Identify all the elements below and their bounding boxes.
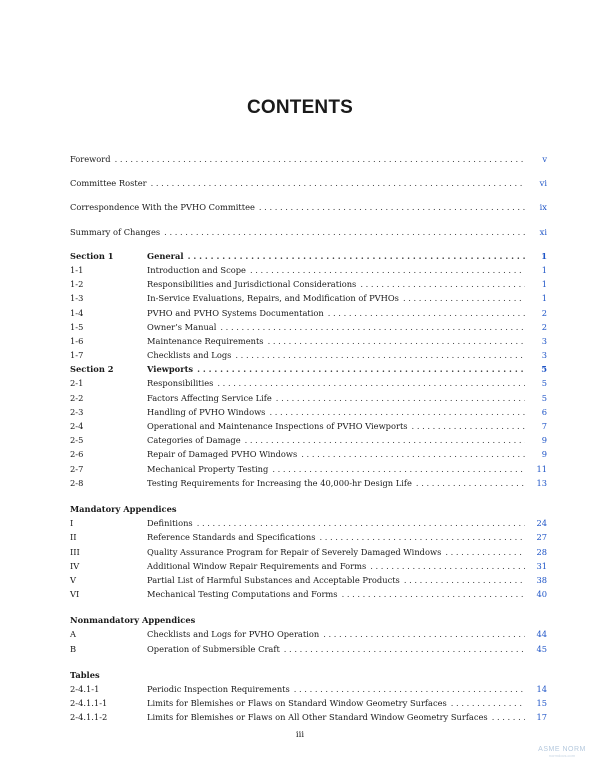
entry-number: 1-2 — [70, 279, 84, 290]
page-title: CONTENTS — [246, 97, 354, 118]
entry-number: 1-6 — [70, 335, 84, 346]
toc-entry[interactable] — [70, 530, 547, 544]
entry-number: 1-7 — [70, 350, 84, 361]
toc-entry[interactable] — [70, 376, 547, 390]
toc-label: Operation of Submersible Craft — [147, 643, 280, 654]
toc-page-link[interactable]: xi — [539, 226, 547, 237]
entry-number: 2-6 — [70, 449, 84, 460]
dot-leader — [416, 476, 525, 490]
entry-number: B — [70, 643, 77, 654]
toc-label: Limits for Blemishes or Flaws on Standard Window Geometry Surfaces — [147, 698, 447, 709]
entry-number: 2-7 — [70, 463, 84, 474]
dot-leader — [235, 348, 525, 362]
dot-leader — [301, 447, 525, 461]
toc-page-link[interactable]: 1 — [541, 264, 547, 275]
dot-leader — [360, 277, 525, 291]
dot-leader — [323, 627, 525, 641]
toc-label: In-Service Evaluations, Repairs, and Modification of PVHOs — [147, 293, 399, 304]
entry-number: 1-3 — [70, 293, 84, 304]
toc-page-link[interactable]: 5 — [541, 364, 547, 375]
toc-label: Repair of Damaged PVHO Windows — [147, 449, 298, 460]
toc-page-link[interactable]: 6 — [541, 406, 547, 417]
toc-entry[interactable] — [70, 559, 547, 573]
dot-leader — [404, 573, 525, 587]
toc-page-link[interactable]: ix — [539, 202, 547, 213]
entry-number: II — [70, 532, 77, 543]
toc-page-link[interactable]: 3 — [541, 335, 547, 346]
dot-leader — [319, 530, 525, 544]
entry-number: 1-4 — [70, 307, 84, 318]
entry-number: 2-8 — [70, 477, 84, 488]
dot-leader — [217, 376, 525, 390]
watermark-text: ASME NORM — [538, 746, 586, 753]
dot-leader — [412, 419, 525, 433]
toc-label: Responsibilities — [147, 378, 214, 389]
toc-label: Limits for Blemishes or Flaws on All Other Standard Window Geometry Surfaces — [147, 712, 488, 723]
toc-entry[interactable] — [70, 696, 547, 710]
toc-label: Committee Roster — [70, 178, 147, 189]
section-title: General — [147, 250, 184, 261]
toc-label: Definitions — [147, 518, 193, 529]
entry-number: VI — [70, 589, 80, 600]
page-number: iii — [295, 730, 305, 740]
entry-number: 2-4 — [70, 421, 84, 431]
dot-leader — [250, 263, 525, 277]
entry-number: 1-5 — [70, 321, 84, 332]
toc-section-1[interactable] — [70, 249, 547, 263]
toc-entry[interactable] — [70, 320, 547, 334]
toc-page-link[interactable]: 28 — [536, 546, 547, 557]
toc-label: Checklists and Logs — [147, 350, 232, 361]
entry-number: I — [70, 518, 74, 529]
dot-leader — [259, 200, 525, 214]
entry-number: 2-1 — [70, 378, 84, 389]
entry-number: 1-1 — [70, 264, 84, 275]
mandatory-appendices-heading: Mandatory Appendices — [70, 503, 177, 514]
toc-label: Partial List of Harmful Substances and Acceptable Products — [147, 574, 400, 585]
entry-number: 2-4.1-1 — [70, 684, 100, 694]
dot-leader — [370, 559, 525, 573]
toc-label: Additional Window Repair Requirements and Forms — [147, 560, 367, 571]
toc-page-link[interactable]: 2 — [541, 321, 547, 332]
entry-number: 2-2 — [70, 392, 84, 403]
toc-entry[interactable] — [70, 277, 547, 291]
toc-label: Introduction and Scope — [147, 264, 246, 275]
toc-label: Checklists and Logs for PVHO Operation — [147, 629, 320, 640]
dot-leader — [445, 545, 525, 559]
toc-entry[interactable] — [70, 348, 547, 362]
toc-label: Categories of Damage — [147, 435, 241, 446]
dot-leader — [115, 152, 525, 166]
toc-page-link[interactable]: 38 — [536, 574, 547, 585]
toc-entry[interactable] — [70, 476, 547, 490]
toc-label: Owner’s Manual — [147, 321, 217, 332]
dot-leader — [492, 710, 525, 724]
dot-leader — [276, 391, 525, 405]
toc-label: PVHO and PVHO Systems Documentation — [147, 307, 324, 318]
toc-page-link[interactable]: 1 — [541, 250, 547, 261]
toc-page-link[interactable]: 27 — [536, 532, 547, 543]
toc-entry-correspondence[interactable] — [70, 200, 547, 214]
toc-entry-summary-of-changes[interactable] — [70, 225, 547, 239]
toc-entry[interactable] — [70, 573, 547, 587]
dot-leader — [342, 587, 525, 601]
toc-entry[interactable] — [70, 405, 547, 419]
toc-entry[interactable] — [70, 291, 547, 305]
toc-label: Summary of Changes — [70, 226, 161, 237]
toc-entry[interactable] — [70, 587, 547, 601]
dot-leader — [245, 433, 525, 447]
toc-label: Mechanical Testing Computations and Forms — [147, 589, 338, 600]
entry-number: V — [70, 574, 76, 585]
dot-leader — [164, 225, 525, 239]
toc-page-link[interactable]: 24 — [536, 518, 547, 529]
toc-label: Reference Standards and Specifications — [147, 532, 316, 543]
toc-page-link[interactable]: 11 — [536, 463, 547, 474]
dot-leader — [269, 405, 525, 419]
toc-entry[interactable] — [70, 391, 547, 405]
nonmandatory-appendices-heading: Nonmandatory Appendices — [70, 615, 196, 626]
toc-page-link[interactable]: 44 — [536, 629, 547, 640]
dot-leader — [403, 291, 525, 305]
section-number: Section 1 — [70, 250, 114, 261]
toc-entry[interactable] — [70, 462, 547, 476]
toc-page-link[interactable]: 7 — [541, 421, 547, 431]
toc-page-link[interactable]: 15 — [536, 698, 547, 709]
dot-leader — [451, 696, 525, 710]
toc-page-link[interactable]: 2 — [541, 307, 547, 318]
dot-leader — [328, 306, 525, 320]
toc-page-link[interactable]: 1 — [541, 293, 547, 304]
dot-leader — [220, 320, 525, 334]
toc-page-link[interactable]: vi — [539, 178, 547, 189]
toc-page-link[interactable]: 5 — [541, 392, 547, 403]
dot-leader — [151, 176, 525, 190]
toc-page-link[interactable]: 17 — [536, 712, 547, 723]
toc-entry[interactable] — [70, 263, 547, 277]
toc-section-2[interactable] — [70, 362, 547, 376]
toc-page-link[interactable]: 13 — [536, 477, 547, 488]
toc-page-link[interactable]: 5 — [541, 378, 547, 389]
entry-number: III — [70, 546, 80, 557]
tables-heading: Tables — [70, 669, 100, 680]
entry-number: IV — [70, 560, 80, 571]
toc-entry[interactable] — [70, 419, 547, 433]
toc-label: Quality Assurance Program for Repair of Severely Damaged Windows — [147, 546, 442, 557]
toc-entry-foreword[interactable] — [70, 152, 547, 166]
table-of-contents — [70, 152, 547, 725]
watermark-logo — [536, 746, 588, 766]
toc-entry-committee-roster[interactable] — [70, 176, 547, 190]
toc-entry[interactable] — [70, 306, 547, 320]
toc-label: Testing Requirements for Increasing the 40,000-hr Design Life — [147, 477, 412, 488]
toc-entry[interactable] — [70, 516, 547, 530]
section-number: Section 2 — [70, 364, 114, 375]
dot-leader — [197, 516, 525, 530]
toc-entry[interactable] — [70, 682, 547, 696]
section-title: Viewports — [147, 364, 194, 375]
toc-entry[interactable] — [70, 545, 547, 559]
toc-page-link[interactable]: 45 — [536, 643, 547, 654]
toc-label: Periodic Inspection Requirements — [147, 684, 290, 694]
toc-page-link[interactable]: 14 — [536, 684, 547, 694]
dot-leader — [268, 334, 525, 348]
toc-entry[interactable] — [70, 334, 547, 348]
toc-label: Handling of PVHO Windows — [147, 406, 266, 417]
toc-label: Foreword — [70, 154, 111, 164]
dot-leader — [188, 249, 525, 263]
toc-label: Responsibilities and Jurisdictional Considerations — [147, 279, 357, 290]
toc-page-link[interactable]: 3 — [541, 350, 547, 361]
entry-number: A — [70, 629, 76, 640]
entry-number: 2-3 — [70, 406, 84, 417]
toc-entry[interactable] — [70, 642, 547, 656]
toc-label: Factors Affecting Service Life — [147, 392, 272, 403]
toc-entry[interactable] — [70, 710, 547, 724]
toc-page-link[interactable]: 31 — [536, 560, 547, 571]
entry-number: 2-5 — [70, 435, 84, 446]
toc-label: Maintenance Requirements — [147, 335, 264, 346]
toc-entry[interactable] — [70, 447, 547, 461]
entry-number: 2-4.1.1-1 — [70, 698, 108, 709]
toc-page-link[interactable]: 40 — [536, 589, 547, 600]
dot-leader — [284, 642, 525, 656]
toc-page-link[interactable]: v — [542, 154, 547, 164]
dot-leader — [272, 462, 525, 476]
toc-label: Mechanical Property Testing — [147, 463, 269, 474]
toc-label: Correspondence With the PVHO Committee — [70, 202, 255, 213]
toc-entry[interactable] — [70, 433, 547, 447]
toc-entry[interactable] — [70, 627, 547, 641]
toc-page-link[interactable]: 9 — [541, 449, 547, 460]
entry-number: 2-4.1.1-2 — [70, 712, 108, 723]
dot-leader — [197, 362, 525, 376]
watermark-subtext: normdocs.com — [548, 753, 576, 758]
toc-page-link[interactable]: 1 — [541, 279, 547, 290]
dot-leader — [294, 682, 525, 696]
toc-label: Operational and Maintenance Inspections of PVHO Viewports — [147, 421, 408, 431]
toc-page-link[interactable]: 9 — [541, 435, 547, 446]
